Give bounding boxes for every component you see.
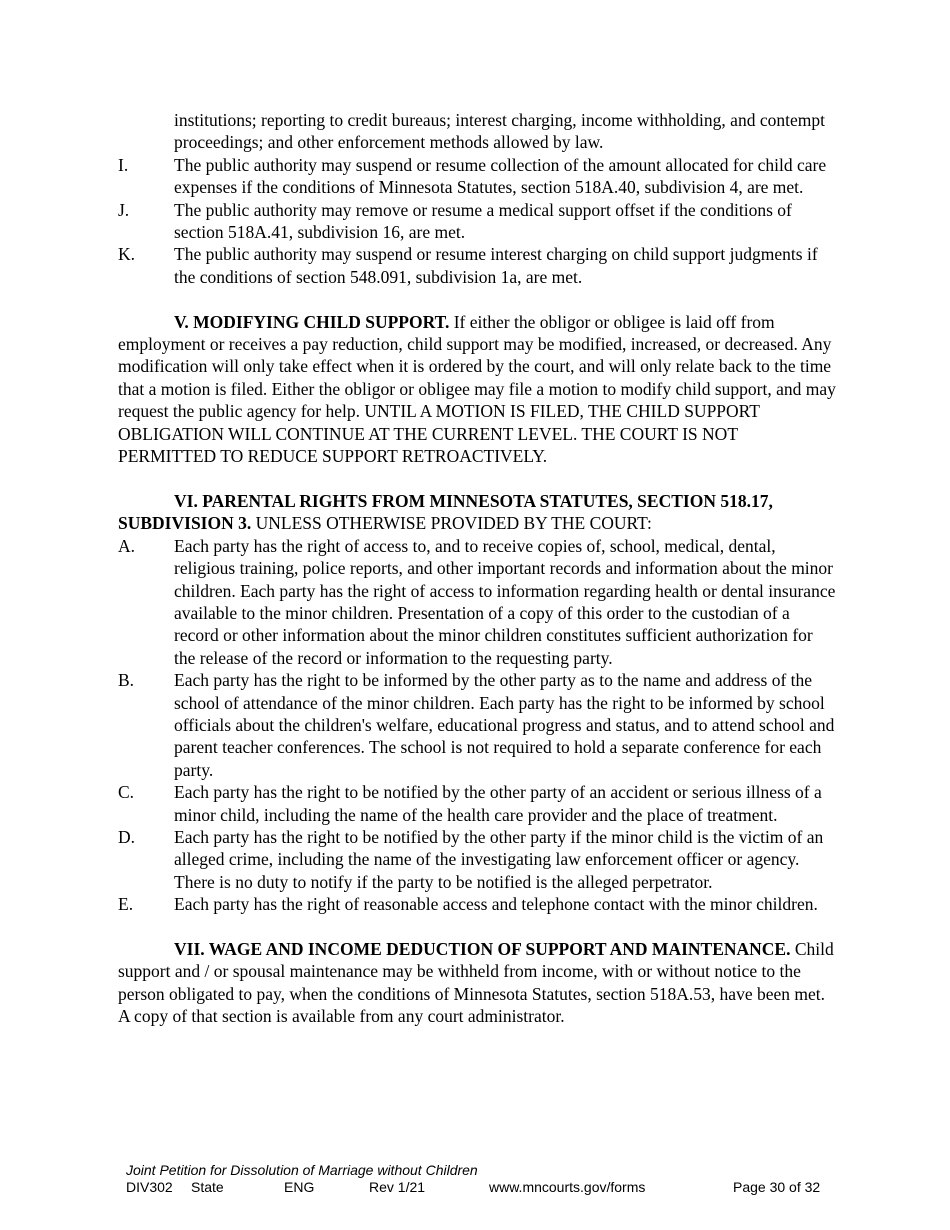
footer-jurisdiction: State	[191, 1179, 224, 1195]
list-item-d	[118, 826, 838, 893]
section-6-body: UNLESS OTHERWISE PROVIDED BY THE COURT:	[251, 513, 652, 534]
item-text: Each party has the right of access to, and to receive copies of, school, medical, dental, religious training, police reports, and other important records and information about the minor children. Each party has the right of access to information regarding health or dental insurance available to the minor children. Presentation of a copy of this order to the custodian of a record or other information about the minor children constitutes sufficient authorization for the release of the record or information to the requesting party.	[174, 535, 836, 668]
section-4-tail	[118, 109, 838, 1028]
item-label: D.	[118, 826, 136, 847]
section-7-wage-deduction	[118, 938, 838, 1028]
section-5-heading: V. MODIFYING CHILD SUPPORT.	[174, 311, 450, 332]
section-7-body: Child support and / or spousal maintenance may be withheld from income, with or without notice to the person obligated to pay, when the conditions of Minnesota Statutes, section 518A.53, have been met. A copy of that section is available from any court administrator.	[118, 938, 834, 1027]
footer-page-number: Page 30 of 32	[733, 1179, 821, 1195]
item-text: Each party has the right to be informed by the other party as to the name and address of the school of attendance of the minor children. Each party has the right to be informed by school officials about the children's welfare, educational progress and status, and to attend school and parent teacher conferences. The school is not required to hold a separate conference for each party.	[174, 670, 835, 780]
footer-form-code: DIV302	[126, 1179, 173, 1195]
item-text: Each party has the right to be notified by the other party of an accident or serious illness of a minor child, including the name of the health care provider and the place of treatment.	[174, 782, 822, 825]
section-5-modifying-child-support	[118, 311, 838, 468]
list-item-k	[118, 243, 838, 288]
continuation-text: institutions; reporting to credit bureaus; interest charging, income withholding, and contempt proceedings; and other enforcement methods allowed by law.	[174, 110, 825, 153]
item-text: Each party has the right of reasonable access and telephone contact with the minor children.	[174, 894, 818, 915]
list-item-c	[118, 781, 838, 826]
item-label: A.	[118, 535, 136, 556]
list-item-i	[118, 154, 838, 199]
section-7-heading: VII. WAGE AND INCOME DEDUCTION OF SUPPORT AND MAINTENANCE.	[174, 938, 791, 959]
list-item-e	[118, 893, 838, 915]
footer-meta-row	[126, 1179, 846, 1197]
item-label: B.	[118, 670, 135, 691]
list-item-a	[118, 535, 838, 669]
footer-website-link[interactable]: www.mncourts.gov/forms	[489, 1179, 646, 1195]
item-label: K.	[118, 244, 136, 265]
item-label: E.	[118, 894, 134, 915]
section-6-parental-rights	[118, 490, 838, 535]
list-item-b	[118, 669, 838, 781]
list-item-j	[118, 199, 838, 244]
page-footer	[126, 1162, 846, 1197]
footer-language: ENG	[284, 1179, 315, 1195]
section-6-heading: VI. PARENTAL RIGHTS FROM MINNESOTA STATUTES, SECTION 518.17, SUBDIVISION 3.	[118, 490, 773, 534]
footer-form-title: Joint Petition for Dissolution of Marriage without Children	[126, 1162, 478, 1178]
item-text: Each party has the right to be notified by the other party if the minor child is the victim of an alleged crime, including the name of the investigating law enforcement officer or agency. There is no duty to notify if the party to be notified is the alleged perpetrator.	[174, 826, 824, 892]
item-text: The public authority may suspend or resume collection of the amount allocated for child care expenses if the conditions of Minnesota Statutes, section 518A.40, subdivision 4, are met.	[174, 154, 827, 198]
item-label: I.	[118, 154, 129, 175]
section-5-body: If either the obligor or obligee is laid off from employment or receives a pay reduction, child support may be modified, increased, or decreased. Any modification will only take effect when it is ordered by the court, and will only relate back to the time that a motion is filed. Either the obligor or obligee may file a motion to modify child support, and may request the public agency for help. UNTIL A MOTION IS FILED, THE CHILD SUPPORT OBLIGATION WILL CONTINUE AT THE CURRENT LEVEL. THE COURT IS NOT PERMITTED TO REDUCE SUPPORT RETROACTIVELY.	[118, 311, 836, 467]
item-label: J.	[118, 199, 130, 220]
item-label: C.	[118, 782, 135, 803]
item-text: The public authority may remove or resume a medical support offset if the conditions of section 518A.41, subdivision 16, are met.	[174, 199, 792, 243]
item-text: The public authority may suspend or resume interest charging on child support judgments if the conditions of section 548.091, subdivision 1a, are met.	[174, 244, 818, 287]
footer-revision: Rev 1/21	[369, 1179, 426, 1195]
